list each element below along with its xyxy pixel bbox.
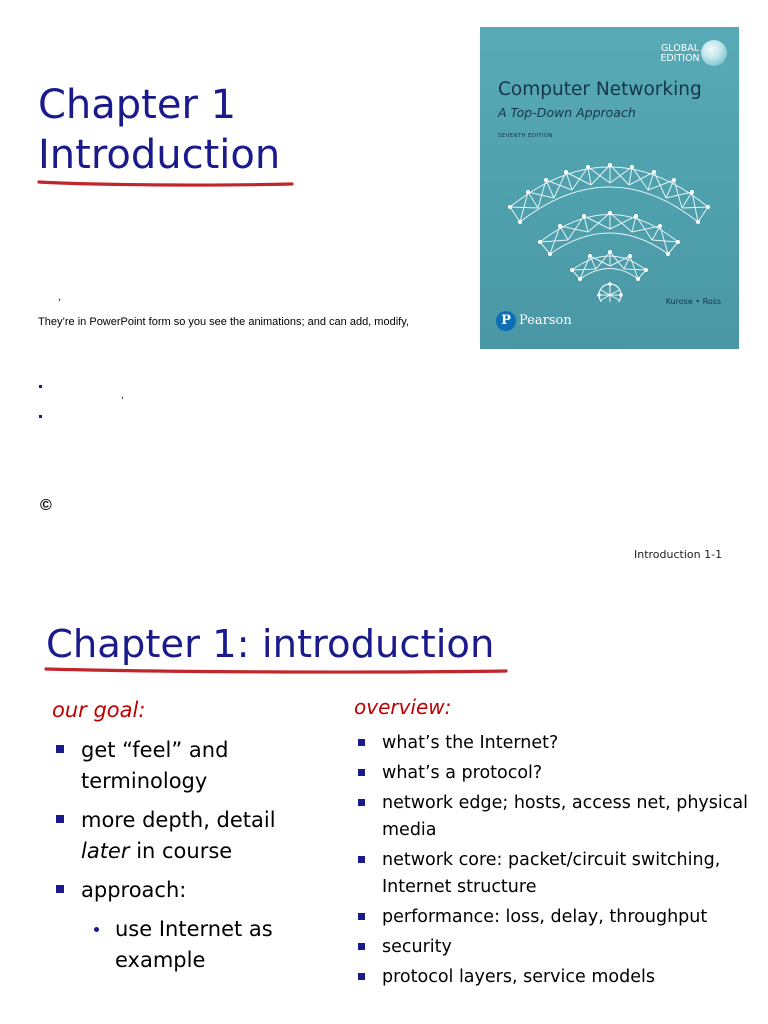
overview-list (356, 730, 766, 994)
list-item: network core: packet/circuit switching, Internet structure (356, 847, 766, 901)
slide1-title (38, 80, 280, 180)
stray-comma: , (58, 292, 61, 303)
list-item: security (356, 934, 766, 961)
bullet-marker (358, 943, 365, 950)
bullet-marker (358, 799, 365, 806)
bullet-marker (39, 385, 42, 388)
goal-list (52, 735, 322, 984)
bullet-marker (39, 415, 42, 418)
bullet-marker (56, 885, 64, 893)
list-item: network edge; hosts, access net, physical media (356, 790, 766, 844)
book-subtitle: A Top-Down Approach (498, 105, 636, 120)
list-item: what’s a protocol? (356, 760, 766, 787)
bullet-marker (56, 815, 64, 823)
book-authors: Kurose • Ross (665, 297, 721, 306)
bullet-marker (358, 769, 365, 776)
pearson-logo-icon: P (496, 311, 516, 331)
title-underline (36, 172, 298, 192)
bullet-marker (358, 913, 365, 920)
list-item: what’s the Internet? (356, 730, 766, 757)
book-cover-image (480, 27, 739, 349)
later-word: later (81, 839, 130, 863)
slide-note-text: They’re in PowerPoint form so you see the animations; and can add, modify, (38, 316, 409, 328)
goal-heading: our goal: (52, 698, 146, 722)
bullet-marker (358, 739, 365, 746)
book-title: Computer Networking (498, 79, 702, 100)
bullet-marker (56, 745, 64, 753)
slide-footer: Introduction 1-1 (634, 548, 723, 561)
wifi-icon (480, 142, 739, 302)
slide1-title-line1: Chapter 1 (38, 82, 237, 128)
slide2-title: Chapter 1: introduction (46, 622, 495, 667)
title-underline (42, 661, 512, 679)
list-item: performance: loss, delay, throughput (356, 904, 766, 931)
list-item: approach: (52, 875, 322, 906)
publisher-name: Pearson (519, 313, 572, 328)
book-edition: SEVENTH EDITION (498, 133, 553, 139)
list-item: get “feel” and terminology (52, 735, 322, 797)
list-item: more depth, detail later in course (52, 805, 322, 867)
sub-list-item: use Internet as example (52, 914, 322, 976)
bullet-marker (358, 973, 365, 980)
global-edition-badge: GLOBAL EDITION (660, 43, 700, 64)
list-item: protocol layers, service models (356, 964, 766, 991)
bullet-marker (358, 856, 365, 863)
copyright-mark: © (40, 497, 52, 514)
overview-heading: overview: (354, 695, 452, 719)
bullet-comma: , (121, 390, 124, 401)
slide1-title-line2: Introduction (38, 132, 281, 178)
bullet-marker (94, 927, 99, 932)
